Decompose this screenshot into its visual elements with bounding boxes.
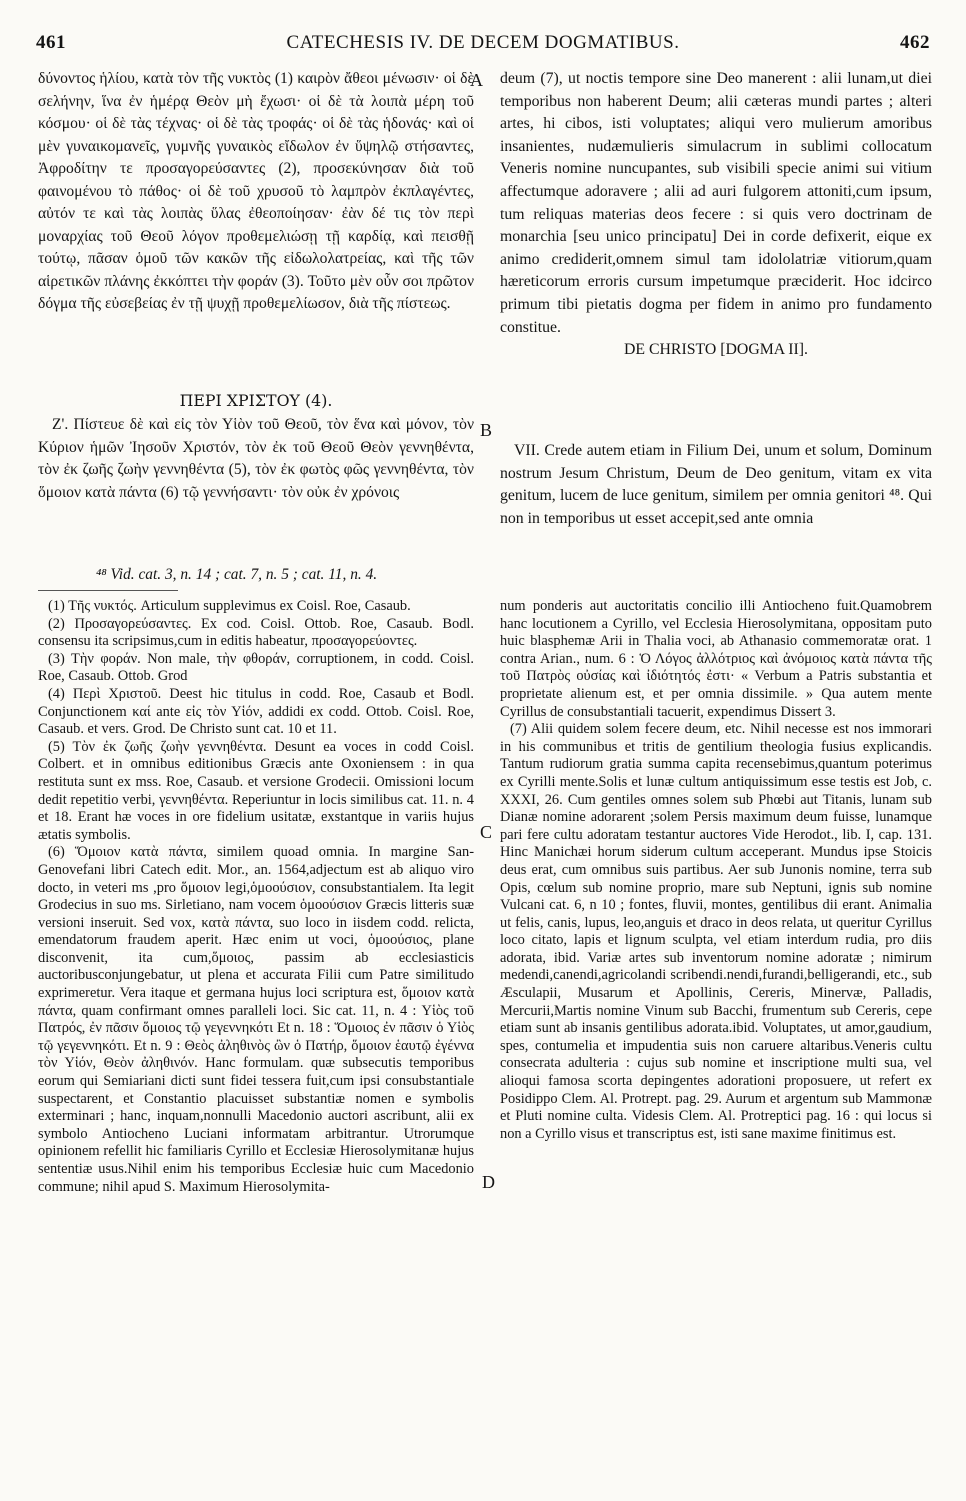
latin-paragraph-top: deum (7), ut noctis tempore sine Deo manerent : alii lunam,ut diei temporibus non haberent Deum; alii cæteras mundi partes ; alteri artes, hi cibos, isti voluptates; aliqui vero mulierum amoribus insanientes, nudæmulieris simulacrum in sublimi collocatum Veneris nomine nuncupantes, sub visibili specie animi sui vitium affectumque adoravere ; alii ad auri fulgorem attoniti,cum ipsum, tum reliquas materias deos fecere : si quis vero doctrinam de monarchia [seu unico principatu] Dei in corde defixerit, eique ex animo crediderit,omnem simul tam idololatriæ vitiorum,quam hæreticorum erroris cursum impetumque præciderit. Hoc idcirco primum tibi pietatis dogma per fidem in animo pro fundamento constitue. [500, 70, 932, 336]
greek-text-section-b [38, 414, 474, 562]
greek-paragraph-b: Ζ'. Πίστευε δὲ καὶ εἰς τὸν Υἱὸν τοῦ Θεοῦ, τὸν ἕνα καὶ μόνον, τὸν Κύριον ἡμῶν Ἰησοῦν Χριστόν, τὸν ἐκ τοῦ Θεοῦ Θεὸν γεννηθέντα, τὸν ἐκ ζωῆς ζωὴν γεννηθέντα (5), τὸν ἐκ φωτὸς φῶς γεννηθέντα, τὸν ὅμοιον κατὰ πάντα (6) τῷ γεννήσαντι· τὸν οὐκ ἐν χρόνοις [38, 416, 474, 501]
margin-letter-b: B [480, 420, 493, 440]
margin-letter-c: C [480, 822, 493, 842]
running-title: CATECHESIS IV. DE DECEM DOGMATIBUS. [286, 32, 680, 53]
greek-paragraph-top: δύνοντος ἡλίου, κατὰ τὸν τῆς νυκτὸς (1) καιρὸν ἄθεοι μένωσιν· οἱ δὲ σελήνην, ἵνα ἐν ἡμέρᾳ Θεὸν μὴ ἔχωσι· οἱ δὲ τὰ λοιπὰ μέρη τοῦ κόσμου· οἱ δὲ τὰς τέχνας· οἱ δὲ τὰς τροφάς· οἱ δὲ τὰς ἡδονάς· καὶ οἱ μὲν γυναικομανεῖς, γυμνῆς γυναικὸς εἴδωλον ἐν ὕψηλῷ στήσαντες, Ἀφροδίτην τε προσαγορεύσαντες (2), προσεκύνησαν διὰ τοῦ φαινομένου τὸ πάθος· οἱ δὲ τοῦ χρυσοῦ τὸ λαμπρὸν ἐκπλαγέντες, αὐτόν τε καὶ τὰς λοιπὰς ὕλας ἐθεοποίησαν· ἐὰν δέ τις τὸν περὶ μοναρχίας τοῦ Θεοῦ λόγον προθεμελιώσῃ τῇ καρδίᾳ, καὶ πεισθῇ τούτῳ, πᾶσαν ὁμοῦ τῶν κακῶν τῆς εἰδωλολατρείας, καὶ τῆς τῶν αἱρετικῶν πλάνης ἐκκόπτει τὴν φοράν (3). Τοῦτο μὲν οὖν σοι πρῶτον δόγμα τῆς εὐσεβείας ἐν τῇ ψυχῇ προθεμελίωσον, διὰ τῆς πίστεως. [38, 70, 474, 312]
footnote-2: (2) Προσαγορεύσαντες. Ex cod. Coisl. Ottob. Roe, Casaub. Bodl. consensu ita scripsimus,cum in editis habeatur, προσαγορεύοντες. [38, 615, 474, 650]
footnote-3: (3) Τὴν φοράν. Non male, τὴν φθοράν, corruptionem, in codd. Coisl. Roe, Casaub. Ottob. Grod [38, 650, 474, 685]
footnote-1: (1) Τῆς νυκτός. Articulum supplevimus ex Coisl. Roe, Casaub. [48, 598, 411, 614]
latin-text-section-b [500, 440, 932, 560]
footnote-7: (7) Alii quidem solem fecere deum, etc. Nihil necesse est nos immorari in his communibus et tritis de gentilium theologia fusius explicandis. Tantum rudiorum gratia summa capita recensebimus,quantum poterimus ex Cyrilli mente.Solis et lunæ cultum antiquissimum esse testis est Job, c. XXXI, 26. Cum gentiles omnes solem sub Phœbi aut Titanis, lunam sub Dianæ nomine adorarent ;solem Persis maximum deum fuisse, lunamque pari fere cultu adoratam testantur auctores Vide Herodot., lib. I, cap. 131. Hinc Manichæi horum siderum cultum acceperant. Mundus ipse Stoicis deus erat, cum omnibus suis partibus. Aer sub Junonis nomine, terra sub Opis, cœlum sub nomine proprio, mare sub Neptuni, ignis sub nomine Vulcani cat. 6, n 10 ; fontes, fluvii, montes, gentilibus dii erant. Animalia ut felis, canis, lupus, leo,anguis et draco in deos relata, ut queritur Cyrillus loco citato, lapis et lignum sculpta, vel etiam interdum rudia, pro diis adorata, ibid. Variæ artes sub inventorum nomine adoratæ ; nimirum medendi,canendi,agricolandi scribendi.nendi,furandi,belligerandi, etc., sub Æsculapii, Musarum et Apollinis, Cereris, Minervæ, Palladis, Mercurii,Martis nomine Vinum sub Bacchi, frumentum sub Cereris, cepe etiam sunt ab insanis gentilibus adorata.ibid. Voluptates, ut amor,gaudium, spes, contumelia et impudentia suis non caruere altaribus.Veneris cultu consecrata adulteria : cujus sub nomine et inscriptione multi sua, vel alioqui famosa scorta depingentes adorationi proposuere, ut refert ex Posidippo Clem. Al. Protrept. pag. 29. Aurum et argentum sub Mammonæ et Pluti nomine culta. Videsis Clem. Al. Protreptici pag. 16 : qui locus si non a Cyrillo visus et transcriptus est, isti sane maxime finitimus est. [500, 721, 932, 1142]
footnotes-right-column [500, 598, 932, 1458]
page-number-left: 461 [36, 32, 66, 53]
footnotes-left-column [38, 598, 474, 1478]
margin-letter-a: A [470, 70, 483, 90]
footnote-divider [38, 590, 178, 591]
cross-reference-note: ⁴⁸ Vid. cat. 3, n. 14 ; cat. 7, n. 5 ; cat. 11, n. 4. [96, 566, 378, 583]
margin-letter-d: D [482, 1172, 495, 1192]
footnote-6: (6) Ὅμοιον κατὰ πάντα, similem quoad omnia. In margine San-Genovefani libri Catech edit. Mor., an. 1564,adjectum est ab aliquo viro docto, in veteri ms ,pro ὅμοιον legi,ὁμοούσιον, consubstantialem. Ita legit Grodecius in suo ms. Sirletiano, nam vocem ὁμοούσιον Græcis litteris suæ versioni inseruit. Sed vox, κατὰ πάντα, suo loco in iisdem codd. relicta, emendatorum fraudem aperit. Hæc enim ut voci, ὁμοούσιος, plane disconvenit, ita cum,ὅμοιος, passim ab ecclesiasticis auctoribusconjungebatur, ut plena et accurata Filii cum Patre similitudo exprimeretur. Vera itaque et germana hujus loci scriptura est, ὅμοιον κατὰ πάντα, quam confirmant omnes paralleli loci. Sic cat. 11, n. 4 : Υἱὸς τοῦ Πατρός, ἐν πᾶσιν ὅμοιος τῷ γεγεννηκότι Et n. 18 : Ὅμοιος ἐν πᾶσιν ὁ Υἱὸς τῷ γεγεννηκότι. Et n. 9 : Θεὸς ἀληθινὸς ὢν ὁ Πατήρ, ὅμοιον ἑαυτῷ ἐγέννα τὸν Υἱόν, Θεὸν ἀληθινόν. Hanc formulam. quæ subsecutis temporibus eorum qui Semiariani dicti sunt fidei tessera fuit,cum ipsi consubstantiale suspectarent, et Constantio placuisset substantiæ nomen e symbolis exterminari ; hanc, inquam,nonnulli Macedonio auctori ascribunt, alii ex symbolo Antiocheno Luciani informatam arbitrantur. Utrorumque opinionem refellit hic familiaris Cyrillo et Ecclesiæ Hierosolymitanæ hujus sententiæ usus.Nihil enim his temporibus Ecclesiæ huic cum Macedonio commune; nihil apud S. Maximum Hierosolymita- [38, 844, 474, 1195]
page-header [36, 32, 930, 60]
latin-text-top [500, 68, 932, 416]
footnote-4: (4) Περὶ Χριστοῦ. Deest hic titulus in codd. Roe, Casaub et Bodl. Conjunctionem καί ante εἰς τὸν Υἱόν, addidi ex codd. Ottob. Coisl. Roe, Casaub. et vers. Grod. De Christo sunt cat. 10 et 11. [38, 685, 474, 738]
latin-section-heading: DE CHRISTO [DOGMA II]. [623, 341, 808, 359]
page-number-right: 462 [900, 32, 930, 53]
greek-section-heading: ΠΕΡΙ ΧΡΙΣΤΟΥ (4). [179, 391, 333, 410]
greek-text-top [38, 68, 474, 386]
footnote-5: (5) Τὸν ἐκ ζωῆς ζωὴν γεννηθέντα. Desunt ea voces in codd Coisl. Colbert. et in omnibus editionibus Græcis ante Oxoniensem : in qua restituta sunt ex mss. Roe, Casaub. et versione Grodecii. Omissioni locum dedit repetitio verbi, γεννηθέντα. Reperiuntur in locis similibus cat. 11. n. 4 et 18. Erant hæ voces in ore fidelium usitatæ, exstantque in variis hujus ætatis symbolis. [38, 738, 474, 843]
footnote-6-continued: num ponderis aut auctoritatis concilio illi Antiocheno fuit.Quamobrem hanc locutionem a Cyrillo, vel Ecclesia Hierosolymitana, oppositam puto huic blasphemæ Arii in Thalia voci, ab Athanasio commemoratæ orat. 1 contra Arian., num. 6 : Ὁ Λόγος ἀλλότριος καὶ ἀνόμοιος κατὰ πάντα τῆς τοῦ Πατρὸς οὐσίας καὶ ἰδιότητός ἐστι· « Verbum a Patris substantia et proprietate alienum est, et per omnia dissimile. » Qua autem mente Cyrillus de consubstantiali tacuerit, expendimus Dissert 3. [500, 598, 932, 720]
latin-paragraph-b: VII. Crede autem etiam in Filium Dei, unum et solum, Dominum nostrum Jesum Christum, Deum de Deo genitum, vitam ex vita genitum, lucem de luce genitum, similem per omnia genitori ⁴⁸. Qui non in temporibus ut esset accepit,sed ante omnia [500, 442, 932, 527]
